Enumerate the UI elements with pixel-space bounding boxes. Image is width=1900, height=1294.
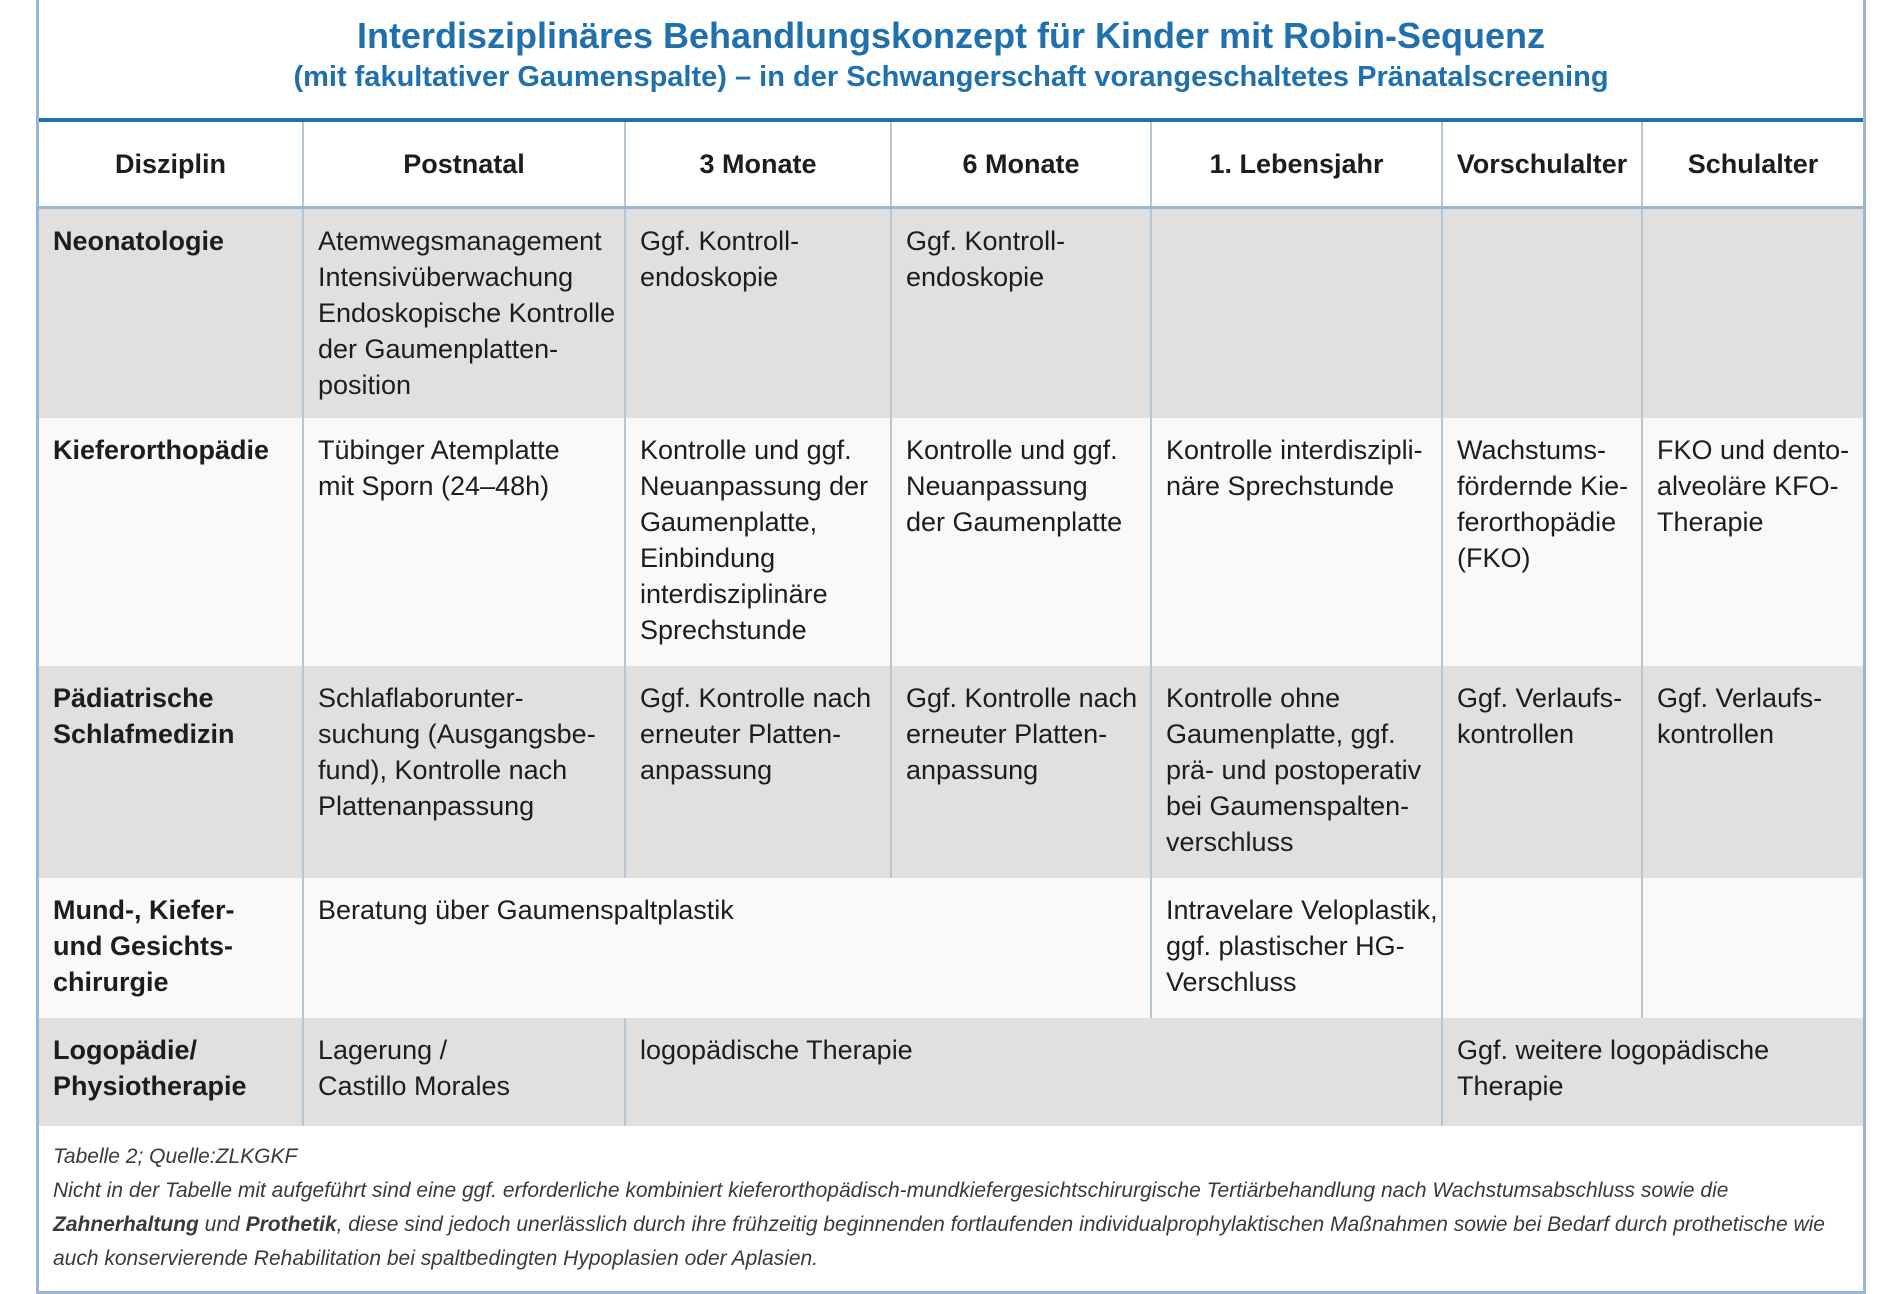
text-line: Kontrolle und ggf. bbox=[640, 434, 852, 465]
text-line: Verschluss bbox=[1166, 966, 1297, 997]
text-line: Neuanpassung bbox=[906, 470, 1088, 501]
table-header bbox=[39, 0, 1863, 122]
text-line: ggf. plastischer HG- bbox=[1166, 930, 1405, 961]
cell-postnatal-to-6-monate bbox=[303, 878, 1151, 1018]
cell-6-monate bbox=[891, 666, 1151, 878]
text-line: Therapie bbox=[1457, 1070, 1564, 1101]
text-line: interdisziplinäre bbox=[640, 578, 828, 609]
column-header-3-monate: 3 Monate bbox=[625, 122, 891, 208]
footnote-part: , diese sind jedoch unerlässlich durch ihre frühzeitig beginnenden fortlaufenden individualprophylaktischen Maßnahmen sowie bei Bedarf durch prothetische wie auch konservierende Rehabilitation bei spaltbedingten Hypoplasien oder Aplasien. bbox=[53, 1213, 1825, 1270]
table-row-neonatologie bbox=[39, 208, 1863, 418]
cell-3-monate bbox=[625, 208, 891, 418]
text-line: Einbindung bbox=[640, 542, 776, 573]
page-subtitle: (mit fakultativer Gaumenspalte) – in der Schwangerschaft vorangeschaltetes Pränatalscreening bbox=[293, 61, 1609, 93]
cell-postnatal bbox=[303, 666, 625, 878]
text-line: Therapie bbox=[1657, 506, 1764, 537]
text-line: Ggf. Kontroll- bbox=[640, 226, 800, 256]
text-line: Ggf. weitere logopädische bbox=[1457, 1034, 1770, 1065]
text-line: Logopädie/ bbox=[53, 1034, 197, 1065]
text-line: Intravelare Veloplastik, bbox=[1166, 894, 1438, 925]
page-title: Interdisziplinäres Behandlungskonzept für Kinder mit Robin-Sequenz bbox=[356, 15, 1546, 56]
cell-vorschulalter bbox=[1442, 418, 1642, 666]
text-line: Ggf. Kontrolle nach bbox=[906, 682, 1138, 713]
cell-schulalter bbox=[1642, 418, 1863, 666]
cell-vorschulalter bbox=[1442, 878, 1642, 1018]
text-line: anpassung bbox=[906, 754, 1039, 785]
cell-disziplin bbox=[39, 666, 303, 878]
text-line: verschluss bbox=[1166, 826, 1294, 857]
cell-1-lebensjahr bbox=[1151, 878, 1442, 1018]
text-line: Pädiatrische bbox=[53, 682, 214, 713]
table-row-logopaedie bbox=[39, 1018, 1863, 1126]
text-line: der Gaumenplatte bbox=[906, 506, 1123, 537]
column-header-6-monate: 6 Monate bbox=[891, 122, 1151, 208]
text-line: Mund-, Kiefer- bbox=[53, 894, 235, 925]
text-line: Physiotherapie bbox=[53, 1070, 247, 1101]
text-line: Gaumenplatte, ggf. bbox=[1166, 718, 1396, 749]
text-line: Schlafmedizin bbox=[53, 718, 235, 749]
cell-disziplin bbox=[39, 208, 303, 418]
cell-schulalter bbox=[1642, 878, 1863, 1018]
cell-disziplin bbox=[39, 878, 303, 1018]
text-line: Wachstums- bbox=[1457, 434, 1607, 465]
table-row-mkg bbox=[39, 878, 1863, 1018]
table-footnote bbox=[53, 1140, 1853, 1276]
text-line: FKO und dento- bbox=[1657, 434, 1850, 465]
text-line: (FKO) bbox=[1457, 542, 1531, 573]
table-row-schlafmedizin bbox=[39, 666, 1863, 878]
text-line: suchung (Ausgangsbe- bbox=[318, 718, 596, 749]
cell-postnatal bbox=[303, 208, 625, 418]
text-line: Castillo Morales bbox=[318, 1070, 511, 1101]
text-line: Kieferorthopädie bbox=[53, 434, 270, 465]
cell-3-monate-to-1-lebensjahr bbox=[625, 1018, 1442, 1126]
cell-schulalter bbox=[1642, 666, 1863, 878]
text-line: erneuter Platten- bbox=[640, 718, 842, 749]
text-line: kontrollen bbox=[1657, 718, 1775, 749]
cell-3-monate bbox=[625, 666, 891, 878]
cell-postnatal bbox=[303, 418, 625, 666]
text-line: und Gesichts- bbox=[53, 930, 234, 961]
table-header-row bbox=[39, 122, 1863, 208]
text-line: Ggf. Verlaufs- bbox=[1457, 682, 1623, 713]
text-line: Neuanpassung der bbox=[640, 470, 869, 501]
text-line: Tübinger Atemplatte bbox=[318, 434, 560, 465]
text-line: Neonatologie bbox=[53, 226, 225, 256]
text-line: position bbox=[318, 370, 412, 400]
cell-schulalter bbox=[1642, 208, 1863, 418]
text-line: Intensivüberwachung bbox=[318, 262, 574, 292]
footnote-text bbox=[53, 1174, 1853, 1276]
cell-6-monate bbox=[891, 418, 1151, 666]
cell-1-lebensjahr bbox=[1151, 418, 1442, 666]
cell-vorschulalter bbox=[1442, 208, 1642, 418]
text-line: Kontrolle interdisziplі- bbox=[1166, 434, 1423, 465]
footnote-bold-prothetik: Prothetik bbox=[245, 1213, 337, 1236]
cell-6-monate bbox=[891, 208, 1151, 418]
text-line: erneuter Platten- bbox=[906, 718, 1108, 749]
cell-3-monate bbox=[625, 418, 891, 666]
table-caption: Tabelle 2; Quelle:ZLKGKF bbox=[53, 1145, 298, 1168]
text-line: prä- und postoperativ bbox=[1166, 754, 1422, 785]
footnote-bold-zahnerhaltung: Zahnerhaltung bbox=[53, 1213, 199, 1236]
text-line: Endoskopische Kontrolle bbox=[318, 298, 616, 328]
treatment-table bbox=[39, 122, 1863, 1126]
text-line: Kontrolle und ggf. bbox=[906, 434, 1118, 465]
text-line: alveoläre KFO- bbox=[1657, 470, 1839, 501]
text-line: ferorthopädie bbox=[1457, 506, 1617, 537]
cell-1-lebensjahr bbox=[1151, 208, 1442, 418]
footnote-part: Nicht in der Tabelle mit aufgeführt sind eine ggf. erforderliche kombiniert kieferorthopädisch-mundkiefergesichtschirurgische Tertiärbehandlung nach Wachstumsabschluss sowie die bbox=[53, 1179, 1729, 1202]
cell-vorschulalter-to-schulalter bbox=[1442, 1018, 1863, 1126]
cell-disziplin bbox=[39, 418, 303, 666]
text-line: Sprechstunde bbox=[640, 614, 807, 645]
cell-vorschulalter bbox=[1442, 666, 1642, 878]
column-header-1-lebensjahr: 1. Lebensjahr bbox=[1151, 122, 1442, 208]
text-line: Lagerung / bbox=[318, 1034, 448, 1065]
text-line: Beratung über Gaumenspaltplastik bbox=[318, 894, 734, 925]
text-line: endoskopie bbox=[906, 262, 1045, 292]
text-line: endoskopie bbox=[640, 262, 779, 292]
text-line: fördernde Kie- bbox=[1457, 470, 1629, 501]
cell-disziplin bbox=[39, 1018, 303, 1126]
text-line: Schlaflaborunter- bbox=[318, 682, 524, 713]
column-header-schulalter: Schulalter bbox=[1642, 122, 1863, 208]
text-line: fund), Kontrolle nach bbox=[318, 754, 568, 785]
column-header-postnatal: Postnatal bbox=[303, 122, 625, 208]
text-line: logopädische Therapie bbox=[640, 1034, 913, 1065]
cell-1-lebensjahr bbox=[1151, 666, 1442, 878]
text-line: Plattenanpassung bbox=[318, 790, 535, 821]
text-line: der Gaumenplatten- bbox=[318, 334, 559, 364]
text-line: Ggf. Kontroll- bbox=[906, 226, 1066, 256]
text-line: Gaumenplatte, bbox=[640, 506, 818, 537]
text-line: Ggf. Kontrolle nach bbox=[640, 682, 872, 713]
text-line: Ggf. Verlaufs- bbox=[1657, 682, 1823, 713]
text-line: chirurgie bbox=[53, 966, 169, 997]
text-line: näre Sprechstunde bbox=[1166, 470, 1395, 501]
text-line: kontrollen bbox=[1457, 718, 1575, 749]
cell-postnatal bbox=[303, 1018, 625, 1126]
footnote-part: und bbox=[198, 1213, 246, 1236]
table-row-kieferorthopaedie bbox=[39, 418, 1863, 666]
column-header-vorschulalter: Vorschulalter bbox=[1442, 122, 1642, 208]
table-frame bbox=[36, 0, 1866, 1294]
text-line: bei Gaumenspalten- bbox=[1166, 790, 1410, 821]
column-header-disziplin: Disziplin bbox=[39, 122, 303, 208]
text-line: mit Sporn (24–48h) bbox=[318, 470, 550, 501]
text-line: anpassung bbox=[640, 754, 773, 785]
text-line: Atemwegsmanagement bbox=[318, 226, 602, 256]
text-line: Kontrolle ohne bbox=[1166, 682, 1341, 713]
